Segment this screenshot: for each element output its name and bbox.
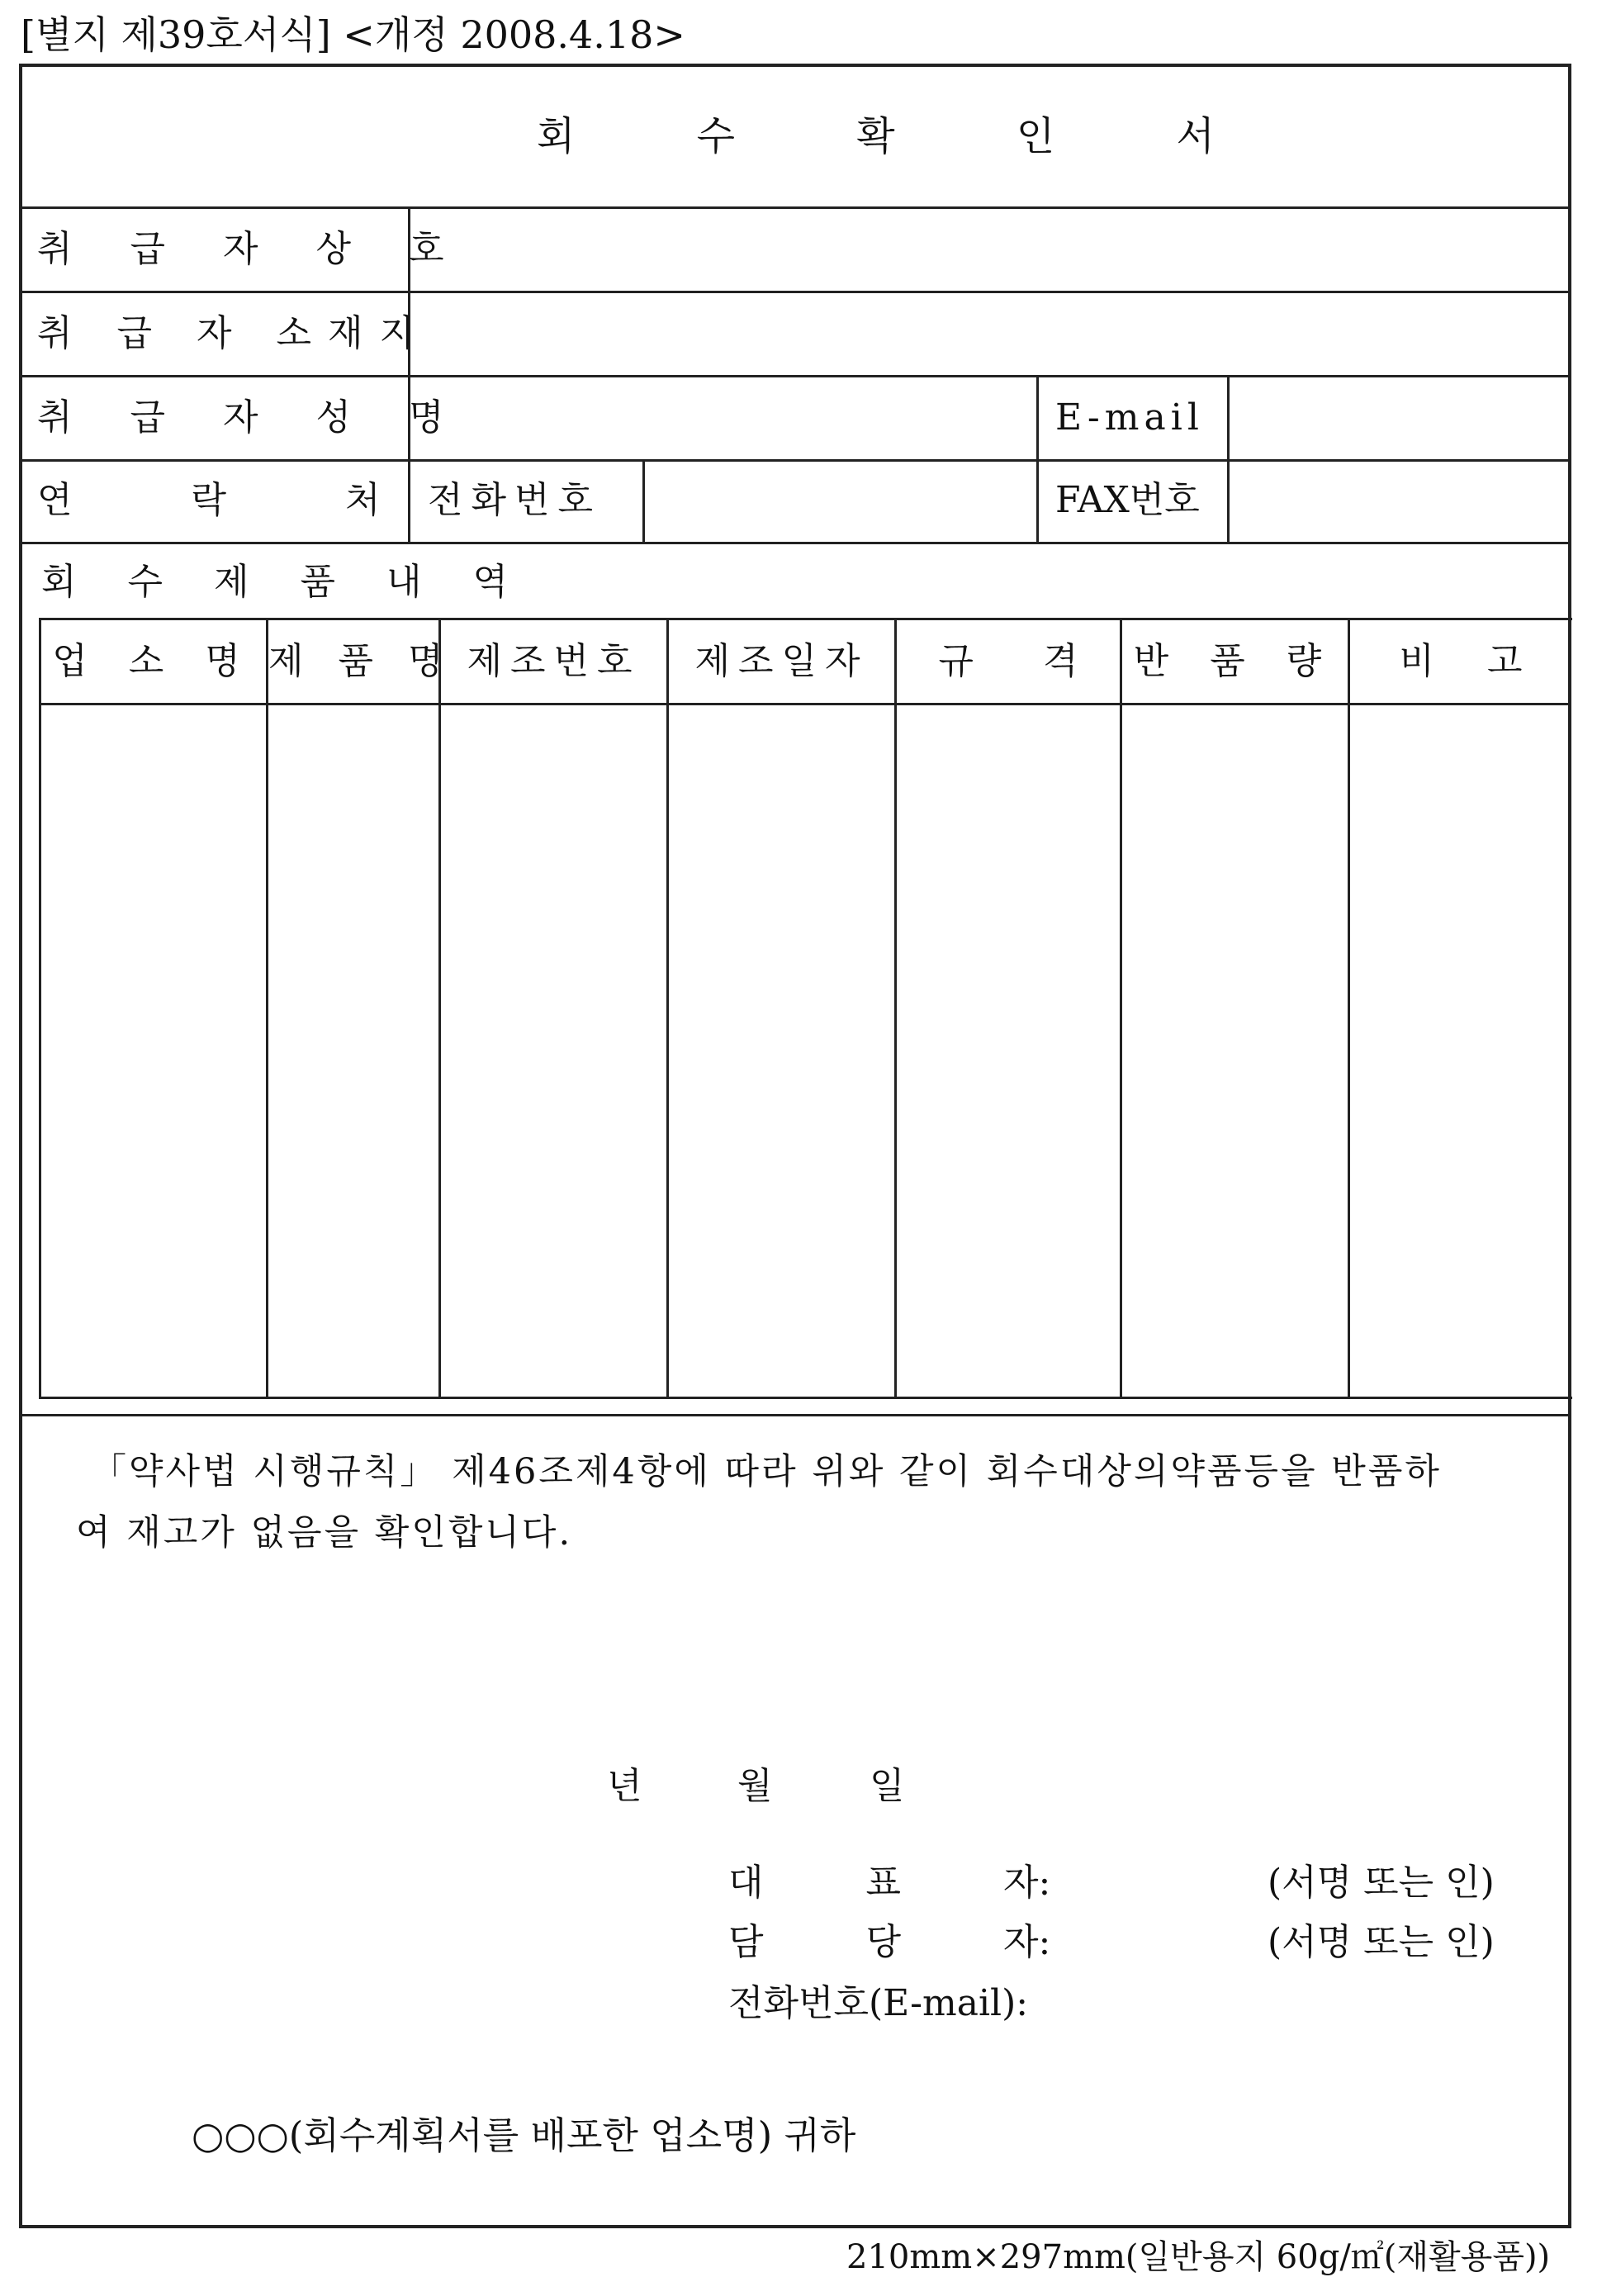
divider <box>642 459 645 542</box>
handler-person-label <box>37 393 467 443</box>
table-header-mfg-date: 제조일자 <box>694 640 869 682</box>
table-header-divider <box>39 703 1571 705</box>
email-field[interactable] <box>1230 378 1568 458</box>
paper-spec: 210mm×297mm(일반용지 60g/㎡(재활용품)) <box>846 2238 1551 2276</box>
handler-address-label <box>37 309 431 358</box>
handler-address-text: 취 급 자 소재지 <box>37 312 431 354</box>
manager-label: 담 당 자: <box>728 1921 1051 1963</box>
fax-field[interactable] <box>1230 463 1568 540</box>
representative-label: 대 표 자: <box>728 1862 1051 1904</box>
contact-text: 연 락 처 <box>37 479 381 521</box>
statement-line-2: 여 재고가 없음을 확인합니다. <box>76 1512 573 1554</box>
phone-label: 전화번호 <box>428 479 602 521</box>
handler-name-text: 취 급 자 상 호 <box>37 228 467 270</box>
table-col-divider <box>266 618 268 1399</box>
table-header-product: 제 품 명 <box>268 640 455 682</box>
handler-name-label <box>37 225 467 274</box>
table-col-divider <box>1120 618 1122 1399</box>
divider <box>1036 375 1039 542</box>
divider <box>19 542 1571 544</box>
divider <box>19 459 1571 462</box>
contact-label <box>37 476 392 525</box>
section-title: 회 수 제 품 내 역 <box>41 561 528 603</box>
divider <box>1227 375 1230 542</box>
table-header-remarks: 비 고 <box>1399 640 1523 682</box>
statement-line-1: 「약사법 시행규칙」 제46조제4항에 따라 위와 같이 회수대상의약품등을 반품하 <box>91 1451 1442 1492</box>
handler-person-field[interactable] <box>411 378 1035 458</box>
date-year-label: 년 <box>607 1765 642 1807</box>
handler-person-text: 취 급 자 성 명 <box>37 396 467 439</box>
addressee: ○○○(회수계획서를 배포한 업소명) 귀하 <box>192 2113 856 2157</box>
table-col-divider <box>438 618 441 1399</box>
handler-name-field[interactable] <box>411 210 1568 289</box>
email-label: E-mail <box>1055 396 1204 439</box>
phone-field[interactable] <box>646 463 1035 540</box>
table-header-company: 업 소 명 <box>52 640 255 682</box>
fax-label: FAX번호 <box>1055 479 1200 521</box>
form-header: [별지 제39호서식] <개정 2008.4.18> <box>21 12 685 57</box>
table-col-divider <box>1348 618 1350 1399</box>
divider <box>19 291 1571 293</box>
divider <box>19 1414 1571 1416</box>
table-col-divider <box>666 618 669 1399</box>
manager-sign-note: (서명 또는 인) <box>1268 1921 1495 1963</box>
representative-sign-note: (서명 또는 인) <box>1268 1862 1495 1904</box>
handler-address-field[interactable] <box>411 294 1568 373</box>
table-header-lot: 제조번호 <box>467 640 641 682</box>
table-header-return-qty: 반 품 량 <box>1133 640 1337 682</box>
divider <box>19 206 1571 209</box>
date-day-label: 일 <box>870 1765 905 1807</box>
table-header-spec: 규 격 <box>938 640 1078 682</box>
divider <box>19 375 1571 377</box>
signature-phone-label: 전화번호(E-mail): <box>728 1982 1029 2024</box>
table-col-divider <box>894 618 897 1399</box>
form-title: 회 수 확 인 서 <box>537 113 1269 159</box>
recall-table <box>39 618 1572 1399</box>
date-month-label: 월 <box>737 1765 773 1807</box>
